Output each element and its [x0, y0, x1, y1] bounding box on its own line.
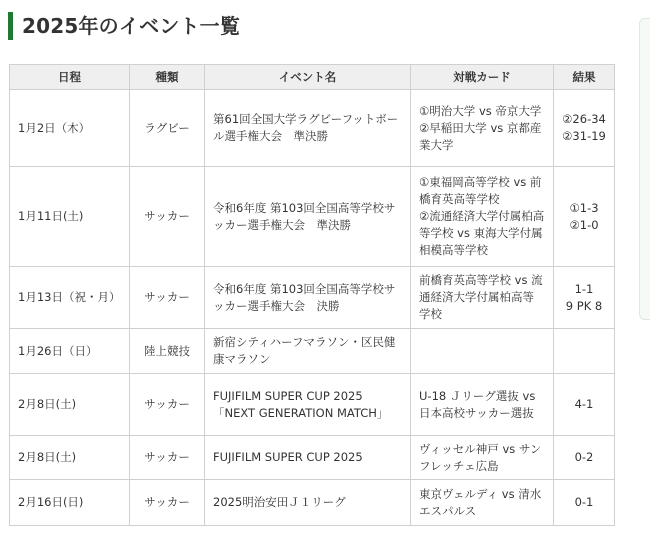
header-type: 種類: [130, 65, 205, 90]
cell-match: [411, 329, 554, 374]
cell-event-name: 令和6年度 第103回全国高等学校サッカー選手権大会 決勝: [205, 267, 411, 329]
page-title: 2025年のイベント一覧: [8, 12, 240, 40]
side-panel: [639, 18, 650, 320]
match-line: 前橋育英高等学校 vs 流通経済大学付属柏高等学校: [419, 273, 543, 321]
result-line: ①1-3: [569, 200, 599, 215]
cell-result: [554, 436, 615, 480]
cell-date: 1月26日（日）: [10, 329, 130, 374]
cell-date: 2月8日(土): [10, 436, 130, 480]
cell-date: 2月8日(土): [10, 374, 130, 436]
cell-match: [411, 167, 554, 267]
cell-result: [554, 90, 615, 167]
header-event-name: イベント名: [205, 65, 411, 90]
result-line: 0-1: [574, 495, 594, 509]
cell-date: 1月13日（祝・月）: [10, 267, 130, 329]
header-result: 結果: [554, 65, 615, 90]
result-line: 0-2: [574, 450, 594, 464]
match-line: ①明治大学 vs 帝京大学: [419, 103, 542, 118]
cell-match: [411, 267, 554, 329]
cell-event-name: 2025明治安田Ｊ１リーグ: [205, 480, 411, 526]
cell-type: 陸上競技: [130, 329, 205, 374]
result-line: 1-1: [574, 281, 594, 296]
cell-match: [411, 90, 554, 167]
cell-event-name: 新宿シティハーフマラソン・区民健康マラソン: [205, 329, 411, 374]
result-line: ②26-34: [562, 112, 606, 126]
table-row: [10, 167, 615, 267]
match-line: U-18 Ｊリーグ選抜 vs 日本高校サッカー選抜: [419, 388, 536, 420]
result-line: ②1-0: [569, 217, 599, 232]
cell-result: [554, 167, 615, 267]
table-header-row: [10, 65, 615, 90]
table-row: [10, 480, 615, 526]
match-line: 東京ヴェルディ vs 清水エスパルス: [419, 486, 542, 518]
cell-type: サッカー: [130, 374, 205, 436]
table-row: [10, 374, 615, 436]
table-row: [10, 436, 615, 480]
cell-type: サッカー: [130, 436, 205, 480]
result-line: 9 PK 8: [565, 298, 603, 313]
cell-type: サッカー: [130, 267, 205, 329]
header-date: 日程: [10, 65, 130, 90]
cell-date: 2月16日(日): [10, 480, 130, 526]
cell-match: [411, 480, 554, 526]
header-match: 対戦カード: [411, 65, 554, 90]
cell-event-name: 第61回全国大学ラグビーフットボール選手権大会 準決勝: [205, 90, 411, 167]
result-line: ②31-19: [562, 129, 606, 143]
table-row: [10, 90, 615, 167]
result-line: 4-1: [574, 397, 594, 411]
cell-type: ラグビー: [130, 90, 205, 167]
cell-event-name: FUJIFILM SUPER CUP 2025: [205, 436, 411, 480]
match-line: ヴィッセル神戸 vs サンフレッチェ広島: [419, 441, 542, 473]
cell-type: サッカー: [130, 167, 205, 267]
cell-result: [554, 374, 615, 436]
cell-match: [411, 374, 554, 436]
match-line: ②流通経済大学付属柏高等学校 vs 東海大学付属相模高等学校: [419, 209, 545, 257]
table-row: [10, 329, 615, 374]
cell-date: 1月11日(土): [10, 167, 130, 267]
match-line: ②早稲田大学 vs 京都産業大学: [419, 120, 542, 152]
cell-event-name: 令和6年度 第103回全国高等学校サッカー選手権大会 準決勝: [205, 167, 411, 267]
cell-event-name: FUJIFILM SUPER CUP 2025「NEXT GENERATION MATCH」: [205, 374, 411, 436]
cell-date: 1月2日（木）: [10, 90, 130, 167]
match-line: ①東福岡高等学校 vs 前橋育英高等学校: [419, 175, 542, 206]
table-row: [10, 267, 615, 329]
cell-type: サッカー: [130, 480, 205, 526]
cell-result: [554, 480, 615, 526]
cell-result: [554, 267, 615, 329]
cell-match: [411, 436, 554, 480]
cell-result: [554, 329, 615, 374]
events-table: [9, 64, 615, 526]
